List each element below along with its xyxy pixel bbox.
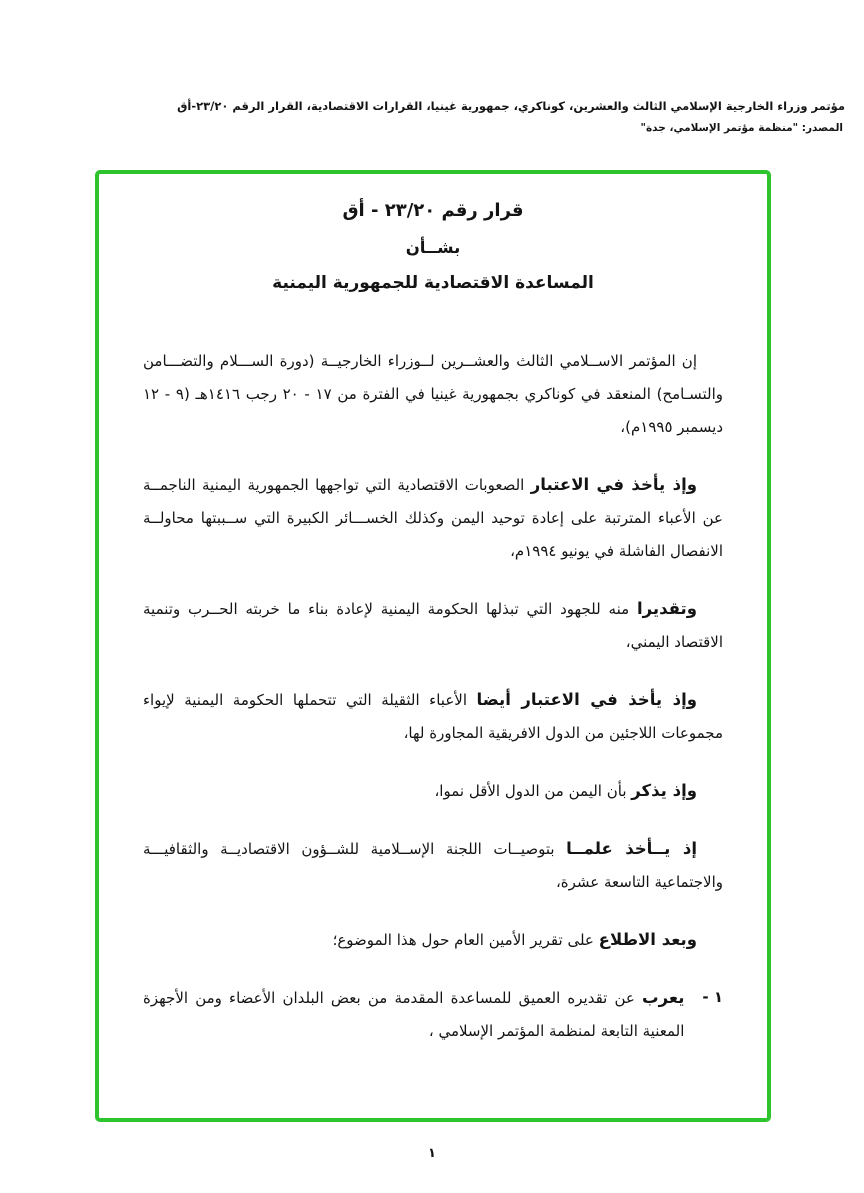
item-number: ١ - (702, 988, 723, 1006)
paragraph-lead: وبعد الاطلاع (598, 930, 697, 949)
document-header (18, 98, 845, 134)
item-body: عن تقديره العميق للمساعدة المقدمة من بعض البلدان الأعضاء ومن الأجهزة المعنية التابعة لمنظمة المؤتمر الإسلامي ، (143, 989, 685, 1040)
operative-item-1 (143, 981, 723, 1048)
resolution-border-box (95, 170, 771, 1122)
preamble-paragraph-6 (143, 832, 723, 899)
preamble-paragraph-3 (143, 592, 723, 659)
item-lead: يعرب (642, 988, 685, 1007)
paragraph-text: الصعوبات الاقتصادية التي تواجهها الجمهورية اليمنية الناجمــة عن الأعباء المترتبة على إعادة توحيد اليمن وكذلك الخســـائر الكبيرة التي ســببتها محاولــة الانفصال الفاشلة في يونيو ١٩٩٤م، (143, 476, 723, 560)
header-source-line: المصدر: "منظمة مؤتمر الإسلامي، جدة" (640, 122, 843, 135)
resolution-number-title: قرار رقم ٢٣/٢٠ - أق (342, 200, 524, 221)
preamble-paragraph-1 (143, 345, 723, 444)
preamble-paragraph-4 (143, 683, 723, 750)
paragraph-lead: وإذ يذكر (631, 781, 697, 800)
paragraph-text: منه للجهود التي تبذلها الحكومة اليمنية لإعادة بناء ما خربته الحــرب وتنمية الاقتصاد اليمني، (143, 600, 723, 651)
item-text (143, 981, 684, 1048)
preamble-paragraph-7 (143, 923, 723, 957)
page-number: ١ (428, 1146, 436, 1161)
paragraph-lead: وإذ يأخذ في الاعتبار (530, 475, 697, 494)
resolution-body (143, 345, 723, 1048)
paragraph-text: إن المؤتمر الاســلامي الثالث والعشــرين لــوزراء الخارجيــة (دورة الســـلام والتضـــامن والتسـامح) المنعقد في كوناكري بجمهورية غينيا في الفترة من ١٧ - ٢٠ رجب ١٤١٦هـ (٩ - ١٢ ديسمبر ١٩٩٥م)، (143, 352, 723, 436)
paragraph-text: الأعباء الثقيلة التي تتحملها الحكومة اليمنية لإيواء مجموعات اللاجئين من الدول الافريقية المجاورة لها، (143, 691, 723, 742)
paragraph-lead: إذ يــأخذ علمــا (566, 839, 698, 858)
preamble-paragraph-2 (143, 468, 723, 568)
subject-label: بشــأن (405, 238, 461, 257)
resolution-subject-title: المساعدة الاقتصادية للجمهورية اليمنية (272, 273, 594, 293)
header-citation-line: مؤتمر وزراء الخارجية الإسلامي الثالث والعشرين، كوناكري، جمهورية غينيا، القرارات الاقتصادية، القرار الرقم ٢٣/٢٠-أق (177, 99, 845, 113)
resolution-title-block (143, 200, 723, 293)
paragraph-text: على تقرير الأمين العام حول هذا الموضوع؛ (332, 931, 594, 949)
paragraph-lead: وتقديرا (637, 599, 697, 618)
preamble-paragraph-5 (143, 774, 723, 808)
paragraph-text: بتوصيــات اللجنة الإســلامية للشــؤون الاقتصاديــة والثقافيـــة والاجتماعية التاسعة عشرة، (143, 840, 723, 891)
paragraph-text: بأن اليمن من الدول الأقل نموا، (434, 782, 627, 800)
paragraph-lead: وإذ يأخذ في الاعتبار أيضا (476, 690, 697, 709)
